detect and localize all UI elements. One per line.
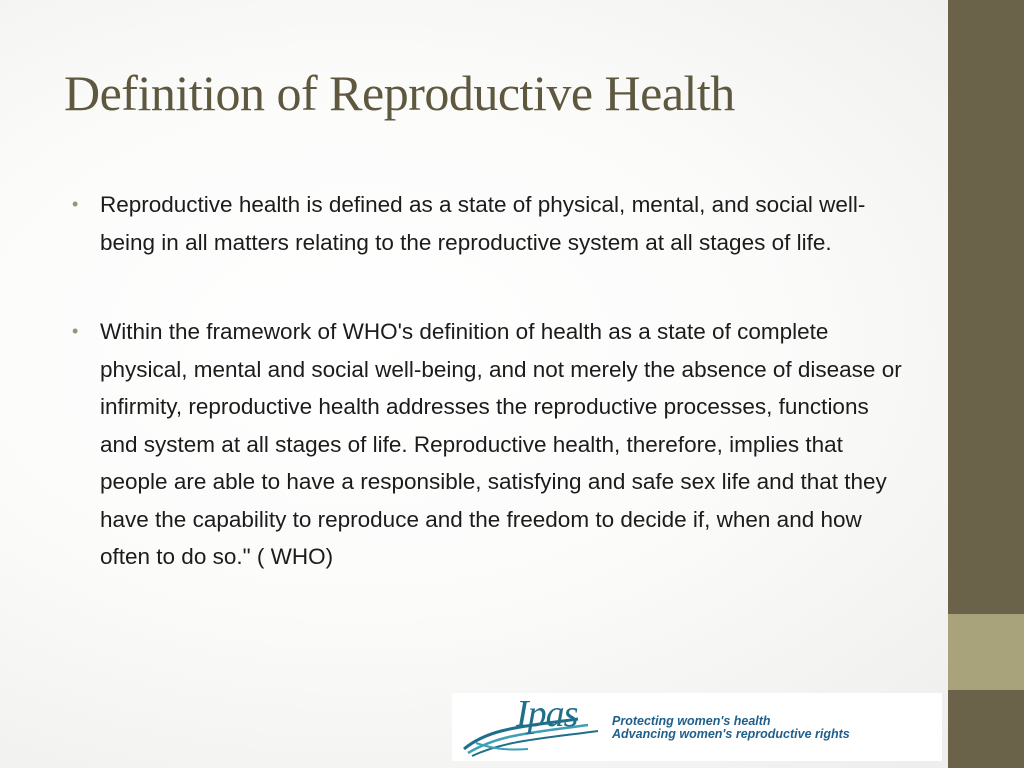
bullet-list: [72, 186, 902, 628]
logo-tagline-2: Advancing women's reproductive rights: [612, 727, 850, 741]
bullet-dot-icon: •: [72, 321, 79, 341]
bullet-item: [72, 313, 902, 576]
bullet-dot-icon: •: [72, 194, 79, 214]
ipas-logo: [452, 693, 942, 761]
bullet-text: Within the framework of WHO's definition of health as a state of complete physical, mental and social well-being, and not merely the absence of disease or infirmity, reproductive health addresses the reproductive processes, functions and system at all stages of life. Reproductive health, therefore, implies that people are able to have a responsible, satisfying and safe sex life and that they have the capability to reproduce and the freedom to decide if, when and how often to do so." ( WHO): [100, 319, 902, 569]
side-bar-accent-block: [948, 614, 1024, 690]
bullet-item: [72, 186, 902, 261]
logo-tagline-1: Protecting women's health: [612, 714, 771, 728]
slide-title: Definition of Reproductive Health: [64, 65, 735, 121]
logo-wordmark: Ipas: [516, 693, 578, 735]
bullet-text: Reproductive health is defined as a state of physical, mental, and social well-being in all matters relating to the reproductive system at all stages of life.: [100, 192, 866, 255]
